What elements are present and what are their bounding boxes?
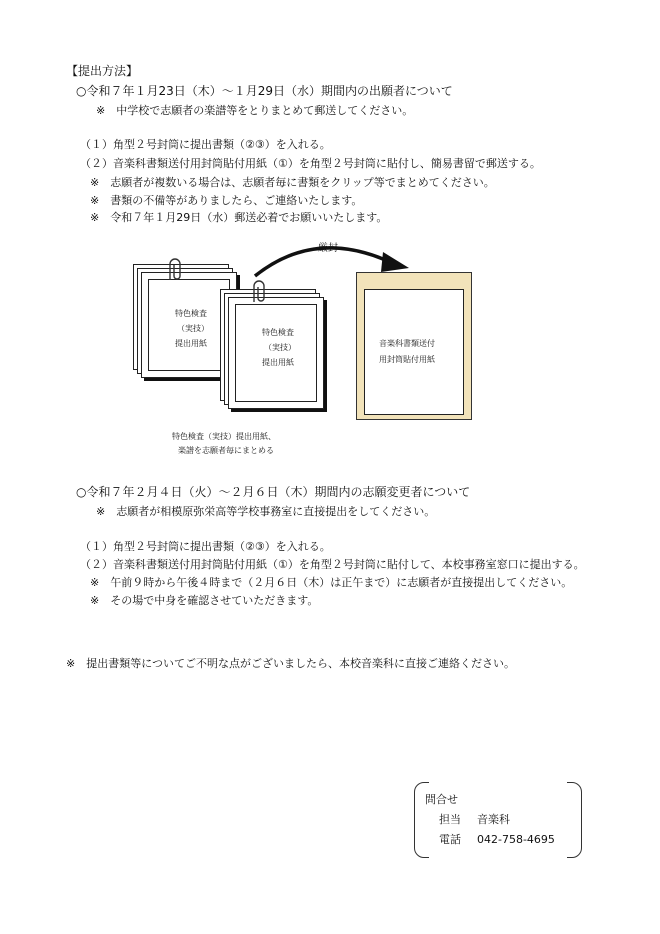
envelope-label-line2: 用封筒貼付用紙: [379, 355, 435, 364]
caption-line1: 特色検査（実技）提出用紙、: [172, 432, 276, 441]
contact-dept: 音楽科: [477, 813, 510, 826]
form-a: [148, 279, 230, 371]
form-a-line1: 特色検査: [175, 309, 207, 318]
block1-item1: （１）角型２号封筒に提出書類（②③）を入れる。: [80, 138, 331, 151]
contact-bracket-gap-bottom: [429, 855, 567, 859]
block1-item2: （２）音楽科書類送付用封筒貼付用紙（①）を角型２号封筒に貼付し、簡易書留で郵送する。: [80, 157, 541, 170]
block2-item1: （１）角型２号封筒に提出書類（②③）を入れる。: [80, 540, 331, 553]
contact-phone: 042-758-4695: [477, 833, 555, 846]
form-b-line1: 特色検査: [262, 328, 294, 337]
contact-phone-label: 電話: [439, 833, 461, 846]
block2-item2: （２）音楽科書類送付用封筒貼付用紙（①）を角型２号封筒に貼付して、本校事務室窓口に提出する。: [80, 558, 585, 571]
paperclip-b-icon: [246, 278, 272, 304]
block2-sub1: ※ 午前９時から午後４時まで（２月６日（木）は正午まで）に志願者が直接提出してください。: [90, 576, 573, 589]
form-b-line2: （実技）: [264, 343, 296, 352]
envelope: [356, 272, 472, 420]
contact-dept-label: 担当: [439, 813, 461, 826]
paperclip-a-icon: [162, 256, 188, 282]
block1-sub2: ※ 書類の不備等がありましたら、ご連絡いたします。: [90, 194, 363, 207]
footer-note: ※ 提出書類等についてご不明な点がございましたら、本校音楽科に直接ご連絡ください。: [66, 657, 515, 670]
block1-note: ※ 中学校で志願者の楽譜等をとりまとめて郵送してください。: [96, 104, 414, 117]
arrow-label: 厳封: [318, 243, 338, 254]
block2-sub2: ※ その場で中身を確認させていただきます。: [90, 594, 319, 607]
block2-heading: ○令和７年２月４日（火）～２月６日（木）期間内の志願変更者について: [76, 485, 471, 499]
form-a-line2: （実技）: [177, 324, 209, 333]
caption-line2: 楽譜を志願者毎にまとめる: [178, 446, 274, 455]
section-label: 【提出方法】: [66, 64, 139, 78]
form-b: [235, 304, 317, 402]
contact-bracket-gap-top: [429, 781, 567, 785]
form-a-line3: 提出用紙: [175, 339, 207, 348]
block2-note: ※ 志願者が相模原弥栄高等学校事務室に直接提出をしてください。: [96, 505, 436, 518]
envelope-label: [364, 289, 464, 415]
form-b-line3: 提出用紙: [262, 358, 294, 367]
envelope-label-line1: 音楽科書類送付: [379, 339, 435, 348]
block1-sub3: ※ 令和７年１月29日（水）郵送必着でお願いいたします。: [90, 211, 388, 224]
contact-title: 問合せ: [425, 793, 458, 806]
stack-b-sheet: [228, 297, 324, 409]
contact-box: [414, 782, 582, 858]
block1-sub1: ※ 志願者が複数いる場合は、志願者毎に書類をクリップ等でまとめてください。: [90, 176, 495, 189]
block1-heading: ○令和７年１月23日（木）～１月29日（水）期間内の出願者について: [76, 84, 453, 98]
